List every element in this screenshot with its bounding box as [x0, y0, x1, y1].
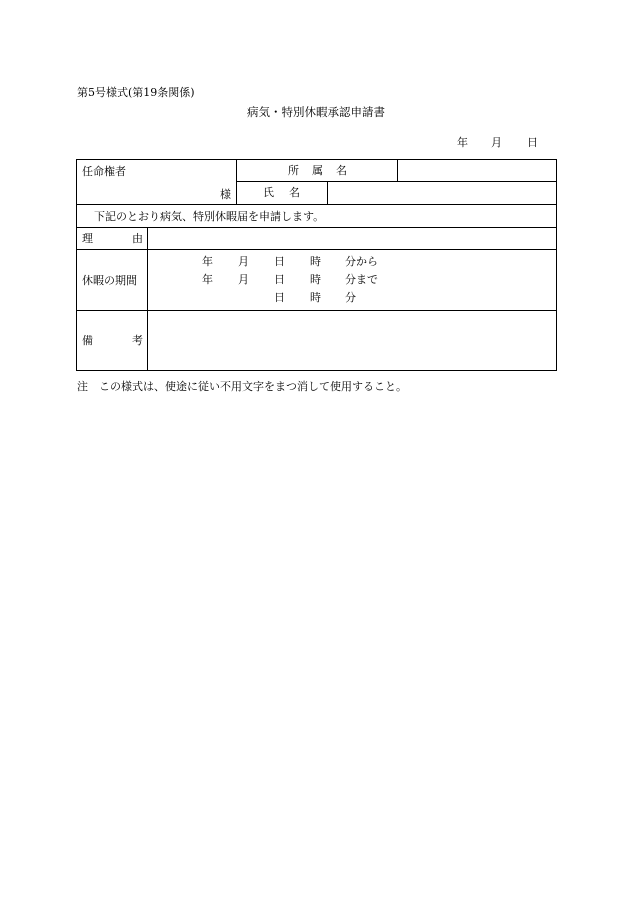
- footnote: 注 この様式は、使途に従い不用文字をまつ消して使用すること。: [77, 380, 407, 393]
- dept-label-cell: [237, 160, 398, 182]
- honorific-label: 様: [220, 188, 231, 201]
- period-to-minute: 分まで: [345, 273, 378, 286]
- period-to-hour: 時: [310, 273, 321, 286]
- remarks-label-cell: [77, 311, 148, 371]
- name-label-1: 氏: [263, 186, 274, 199]
- period-label: 休暇の期間: [82, 274, 137, 287]
- period-total-minute: 分: [345, 291, 356, 304]
- appointer-label: 任命権者: [82, 165, 126, 178]
- name-label-cell: [237, 182, 328, 205]
- statement-text: 下記のとおり病気、特別休暇届を申請します。: [94, 210, 325, 223]
- dept-value-cell[interactable]: [398, 160, 557, 182]
- form-number: 第5号様式(第19条関係): [77, 86, 195, 99]
- document-title: 病気・特別休暇承認申請書: [247, 105, 385, 119]
- period-to-year: 年: [202, 273, 213, 286]
- period-value-cell[interactable]: [148, 250, 557, 311]
- dept-label-3: 名: [336, 164, 347, 177]
- period-to-day: 日: [274, 273, 285, 286]
- appointer-cell: [77, 160, 237, 205]
- reason-label-cell: [77, 228, 148, 250]
- period-from-day: 日: [274, 255, 285, 268]
- name-value-cell[interactable]: [328, 182, 557, 205]
- period-from-minute: 分から: [345, 255, 378, 268]
- remarks-label-2: 考: [132, 334, 143, 347]
- period-from-year: 年: [202, 255, 213, 268]
- period-from-hour: 時: [310, 255, 321, 268]
- dept-label-1: 所: [288, 164, 299, 177]
- reason-label-1: 理: [82, 232, 93, 245]
- application-table: [76, 159, 557, 371]
- date-month: 月: [491, 136, 502, 149]
- dept-label-2: 属: [312, 164, 323, 177]
- statement-cell: [77, 205, 557, 228]
- period-label-cell: [77, 250, 148, 311]
- period-total-hour: 時: [310, 291, 321, 304]
- reason-label-2: 由: [132, 232, 143, 245]
- period-from-month: 月: [238, 255, 249, 268]
- period-to-month: 月: [238, 273, 249, 286]
- period-total-day: 日: [274, 291, 285, 304]
- date-day: 日: [527, 136, 538, 149]
- reason-value-cell[interactable]: [148, 228, 557, 250]
- remarks-value-cell[interactable]: [148, 311, 557, 371]
- name-label-2: 名: [289, 186, 300, 199]
- date-year: 年: [457, 136, 468, 149]
- remarks-label-1: 備: [82, 334, 93, 347]
